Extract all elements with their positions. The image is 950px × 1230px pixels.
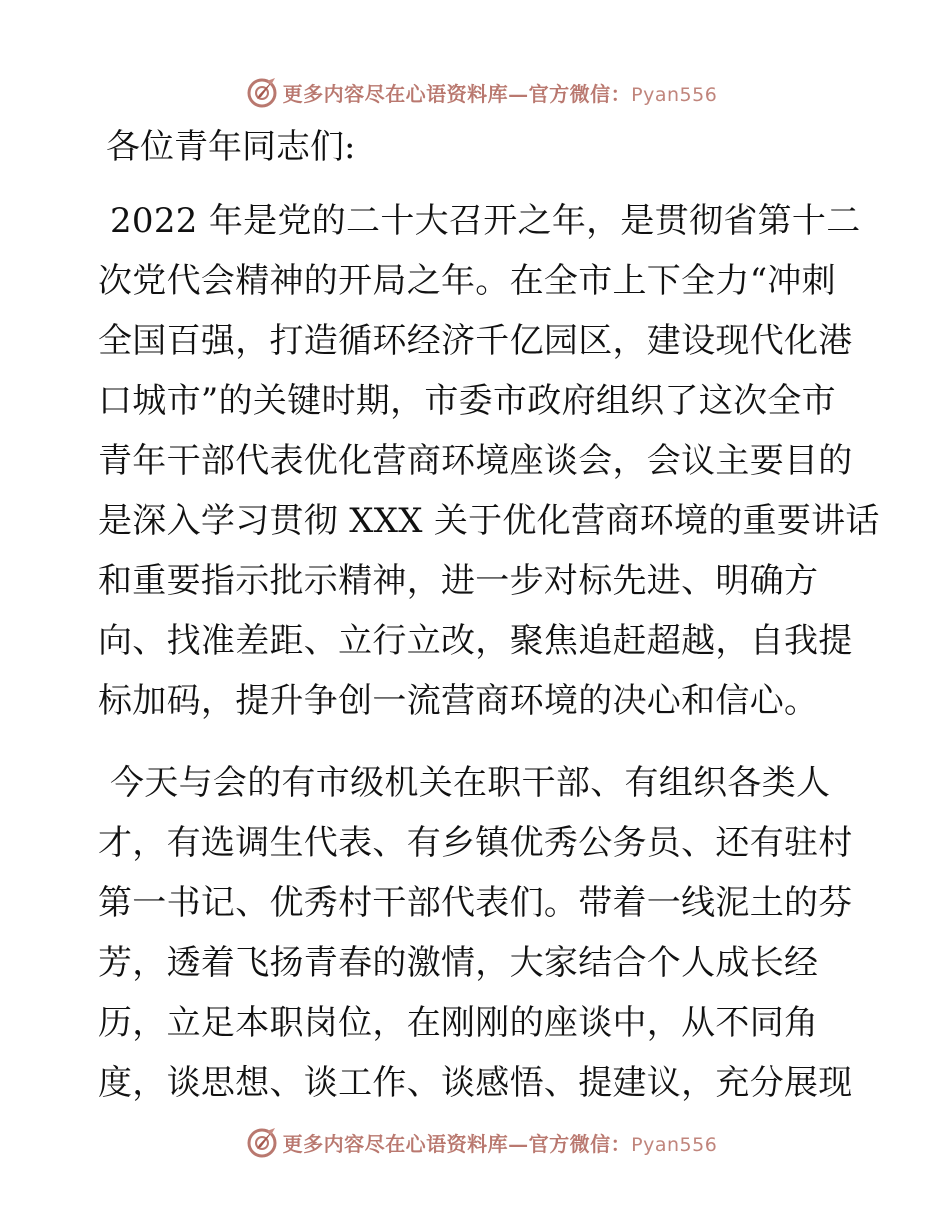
paragraph-2 <box>98 753 853 1113</box>
quill-logo-icon <box>245 75 279 109</box>
text-line: 今天与会的有市级机关在职干部、有组织各类人 <box>110 763 831 803</box>
watermark-group <box>245 1125 718 1159</box>
watermark-text <box>283 1128 718 1157</box>
text-line: 第一书记、优秀村干部代表们。带着一线泥土的芬 <box>98 883 853 923</box>
text-line: 全国百强，打造循环经济千亿园区，建设现代化港 <box>98 321 853 361</box>
footer-watermark <box>0 1122 950 1162</box>
quill-logo-icon <box>245 1125 279 1159</box>
document-body <box>98 122 880 1113</box>
text-line: 历，立足本职岗位，在刚刚的座谈中，从不同角 <box>98 1003 819 1043</box>
watermark-label: 更多内容尽在心语资料库—官方微信： <box>282 81 632 106</box>
text-line: 青年干部代表优化营商环境座谈会，会议主要目的 <box>98 441 853 481</box>
text-line: 口城市”的关键时期，市委市政府组织了这次全市 <box>98 381 836 421</box>
watermark-wechat-id: Pyan556 <box>631 83 718 106</box>
watermark-text <box>283 78 718 107</box>
text-line: 向、找准差距、立行立改，聚焦追赶超越，自我提 <box>98 621 853 661</box>
watermark-label: 更多内容尽在心语资料库—官方微信： <box>282 1131 632 1156</box>
text-line: 2022 年是党的二十大召开之年，是贯彻省第十二 <box>110 201 861 241</box>
text-line: 标加码，提升争创一流营商环境的决心和信心。 <box>98 681 819 721</box>
text-line: 芳，透着飞扬青春的激情，大家结合个人成长经 <box>98 943 819 983</box>
text-line: 才，有选调生代表、有乡镇优秀公务员、还有驻村 <box>98 823 853 863</box>
text-line: 度，谈思想、谈工作、谈感悟、提建议，充分展现 <box>98 1063 853 1103</box>
text-line: 是深入学习贯彻 XXX 关于优化营商环境的重要讲话 <box>98 501 880 541</box>
header-watermark <box>0 72 950 112</box>
watermark-group <box>245 75 718 109</box>
text-line: 和重要指示批示精神，进一步对标先进、明确方 <box>98 561 819 601</box>
text-line: 次党代会精神的开局之年。在全市上下全力“冲刺 <box>98 261 836 301</box>
watermark-wechat-id: Pyan556 <box>631 1133 718 1156</box>
paragraph-1 <box>98 191 880 731</box>
salutation: 各位青年同志们: <box>106 127 356 167</box>
